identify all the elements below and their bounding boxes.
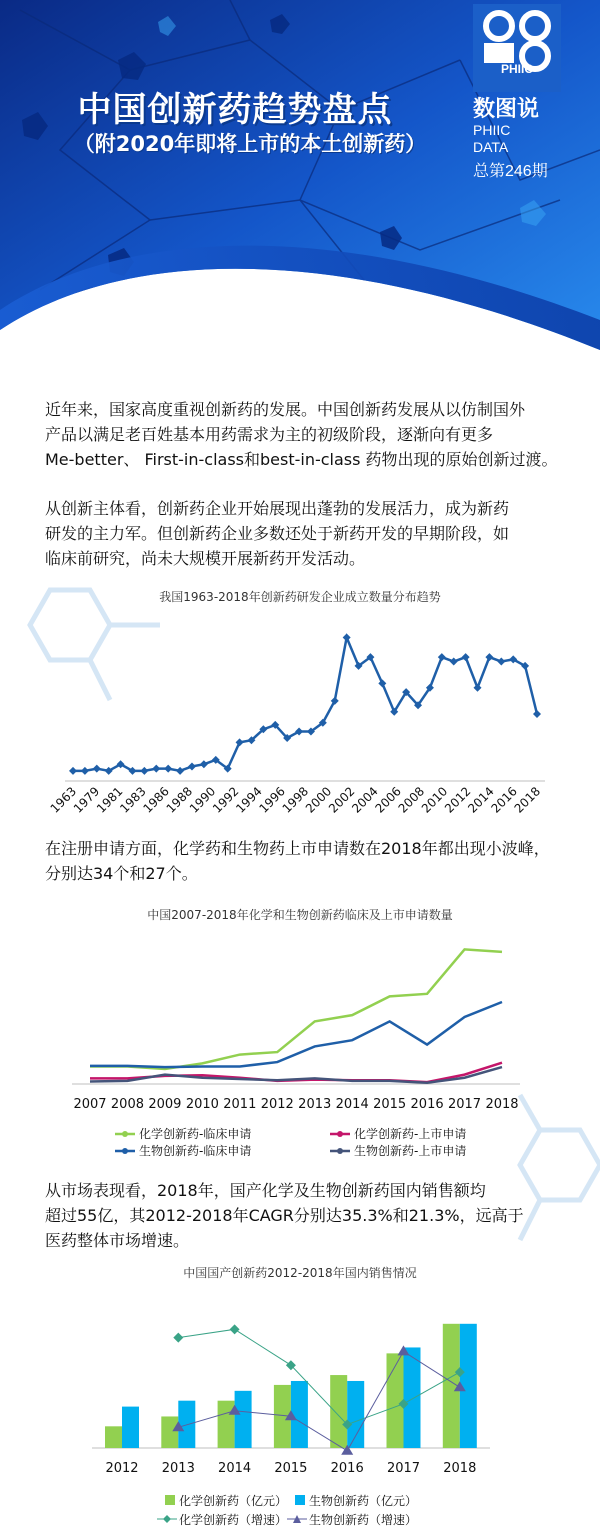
legend-label: 生物创新药-临床申请 bbox=[139, 1144, 252, 1158]
x-tick-label: 2014 bbox=[335, 1097, 369, 1112]
legend-label: 生物创新药-上市申请 bbox=[354, 1144, 467, 1158]
bar-biological bbox=[122, 1407, 139, 1448]
legend-label: 生物创新药（亿元） bbox=[309, 1494, 418, 1508]
legend-marker bbox=[122, 1148, 128, 1154]
intro-line-3: Me-better、 First-in-class和best-in-class 药物出现的原始创新过渡。 bbox=[45, 450, 558, 469]
x-tick-label: 2017 bbox=[386, 1461, 421, 1476]
x-tick-label: 1963 bbox=[47, 784, 80, 816]
page-subtitle: （附2020年即将上市的本土创新药） bbox=[73, 132, 427, 156]
bar-chemical bbox=[105, 1426, 122, 1448]
legend-label: 化学创新药（增速） bbox=[179, 1513, 288, 1527]
data-point bbox=[176, 767, 184, 775]
logo-text: PHIIC bbox=[500, 62, 533, 76]
growth-marker bbox=[173, 1333, 183, 1343]
x-tick-label: 2012 bbox=[260, 1097, 294, 1112]
x-tick-label: 2014 bbox=[465, 784, 497, 816]
intro-line-1: 近年来，国家高度重视创新药的发展。中国创新药发展从以仿制国外 bbox=[45, 400, 526, 419]
bar-biological bbox=[291, 1381, 308, 1448]
x-tick-label: 2012 bbox=[105, 1461, 139, 1476]
series-line-4 bbox=[90, 1067, 502, 1083]
legend-marker bbox=[122, 1131, 128, 1137]
x-tick-label: 2015 bbox=[274, 1461, 308, 1476]
subject-line-3: 临床前研究，尚未大规模开展新药开发活动。 bbox=[45, 549, 366, 568]
legend-label: 化学创新药-上市申请 bbox=[354, 1127, 467, 1141]
legend-marker bbox=[337, 1148, 343, 1154]
series-line-1 bbox=[90, 949, 502, 1069]
x-tick-label: 2006 bbox=[372, 784, 404, 816]
side-label-phiic: PHIIC bbox=[473, 122, 511, 138]
x-tick-label: 1992 bbox=[210, 784, 242, 816]
x-tick-label: 2002 bbox=[326, 784, 358, 816]
x-tick-label: 2007 bbox=[73, 1097, 107, 1112]
market-line-3: 医药整体市场增速。 bbox=[45, 1231, 190, 1250]
legend-label: 化学创新药（亿元） bbox=[179, 1494, 288, 1508]
x-tick-label: 2016 bbox=[410, 1097, 444, 1112]
legend-label: 生物创新药（增速） bbox=[309, 1513, 418, 1527]
legend-swatch bbox=[295, 1495, 305, 1505]
x-tick-label: 2010 bbox=[185, 1097, 219, 1112]
x-tick-label: 2009 bbox=[148, 1097, 182, 1112]
header-banner bbox=[0, 0, 600, 378]
x-tick-label: 1990 bbox=[186, 784, 219, 816]
data-point bbox=[438, 653, 446, 661]
registration-paragraph bbox=[45, 836, 565, 886]
x-tick-label: 1979 bbox=[70, 784, 103, 816]
x-tick-label: 2012 bbox=[442, 784, 474, 816]
growth-marker bbox=[230, 1324, 240, 1334]
market-paragraph bbox=[45, 1178, 565, 1253]
x-tick-label: 2004 bbox=[349, 784, 381, 816]
x-tick-label: 1981 bbox=[94, 784, 126, 816]
bar-chemical bbox=[218, 1401, 235, 1448]
legend-marker bbox=[163, 1515, 171, 1523]
x-tick-label: 2010 bbox=[418, 784, 451, 816]
data-point bbox=[462, 653, 470, 661]
side-label-data: DATA bbox=[473, 139, 509, 155]
x-tick-label: 2016 bbox=[330, 1461, 364, 1476]
bar-chemical bbox=[330, 1375, 347, 1448]
chart1-title: 我国1963-2018年创新药研发企业成立数量分布趋势 bbox=[159, 590, 441, 604]
data-point bbox=[93, 765, 101, 773]
x-tick-label: 1988 bbox=[163, 784, 196, 816]
subject-line-2: 研发的主力军。但创新药企业多数还处于新药开发的早期阶段，如 bbox=[45, 524, 510, 543]
x-tick-label: 2011 bbox=[223, 1097, 257, 1112]
applications-line-chart bbox=[0, 918, 600, 1168]
x-tick-label: 1986 bbox=[140, 784, 172, 816]
data-point bbox=[343, 633, 351, 641]
side-label-title: 数图说 bbox=[473, 96, 540, 121]
x-tick-label: 2000 bbox=[302, 784, 335, 816]
x-tick-label: 2014 bbox=[218, 1461, 252, 1476]
data-point bbox=[164, 765, 172, 773]
series-line-3 bbox=[90, 1002, 502, 1067]
data-point bbox=[81, 767, 89, 775]
x-tick-label: 1994 bbox=[233, 784, 265, 816]
x-tick-label: 2016 bbox=[488, 784, 520, 816]
legend-marker bbox=[337, 1131, 343, 1137]
data-point bbox=[497, 658, 505, 666]
x-tick-label: 1983 bbox=[117, 784, 149, 816]
x-tick-label: 2018 bbox=[443, 1461, 477, 1476]
registration-line-1: 在注册申请方面，化学药和生物药上市申请数在2018年都出现小波峰， bbox=[45, 839, 550, 858]
chart3-title: 中国国产创新药2012-2018年国内销售情况 bbox=[183, 1266, 417, 1280]
data-point bbox=[450, 658, 458, 666]
phiic-logo bbox=[473, 4, 561, 92]
x-tick-label: 2017 bbox=[447, 1097, 482, 1112]
data-point bbox=[485, 653, 493, 661]
x-tick-label: 2015 bbox=[373, 1097, 407, 1112]
subject-line-1: 从创新主体看，创新药企业开始展现出蓬勃的发展活力，成为新药 bbox=[45, 499, 510, 518]
side-label-issue: 总第246期 bbox=[473, 163, 548, 180]
bar-biological bbox=[235, 1391, 252, 1448]
page-title: 中国创新药趋势盘点 bbox=[77, 90, 393, 130]
bar-chemical bbox=[161, 1416, 178, 1448]
x-tick-label: 2018 bbox=[485, 1097, 519, 1112]
data-point bbox=[200, 760, 208, 768]
x-tick-label: 2008 bbox=[110, 1097, 145, 1112]
x-tick-label: 1998 bbox=[279, 784, 312, 816]
x-tick-label: 2018 bbox=[511, 784, 544, 816]
legend-swatch bbox=[165, 1495, 175, 1505]
x-tick-label: 1996 bbox=[256, 784, 288, 816]
market-line-2: 超过55亿，其2012-2018年CAGR分别达35.3%和21.3%，远高于 bbox=[45, 1206, 524, 1225]
bar-biological bbox=[404, 1347, 421, 1448]
bar-biological bbox=[347, 1381, 364, 1448]
data-point bbox=[533, 710, 541, 718]
x-tick-label: 2013 bbox=[161, 1461, 195, 1476]
sales-combo-chart bbox=[0, 1280, 600, 1533]
x-tick-label: 2008 bbox=[395, 784, 428, 816]
data-point bbox=[69, 767, 77, 775]
data-point bbox=[236, 738, 244, 746]
x-tick-label: 2013 bbox=[298, 1097, 332, 1112]
company-founding-line-chart bbox=[0, 600, 600, 825]
registration-line-2: 分别达34个和27个。 bbox=[45, 864, 198, 883]
data-point bbox=[474, 684, 482, 692]
chart2-title: 中国2007-2018年化学和生物创新药临床及上市申请数量 bbox=[147, 908, 453, 922]
legend-label: 化学创新药-临床申请 bbox=[139, 1127, 252, 1141]
innovation-subject-paragraph bbox=[45, 496, 565, 571]
data-point bbox=[378, 679, 386, 687]
intro-line-2: 产品以满足老百姓基本用药需求为主的初级阶段，逐渐向有更多 bbox=[45, 425, 494, 444]
intro-paragraph bbox=[45, 397, 565, 472]
data-point bbox=[152, 765, 160, 773]
bar-chemical bbox=[387, 1353, 404, 1448]
data-point bbox=[188, 762, 196, 770]
data-point bbox=[140, 767, 148, 775]
market-line-1: 从市场表现看，2018年，国产化学及生物创新药国内销售额均 bbox=[45, 1181, 486, 1200]
